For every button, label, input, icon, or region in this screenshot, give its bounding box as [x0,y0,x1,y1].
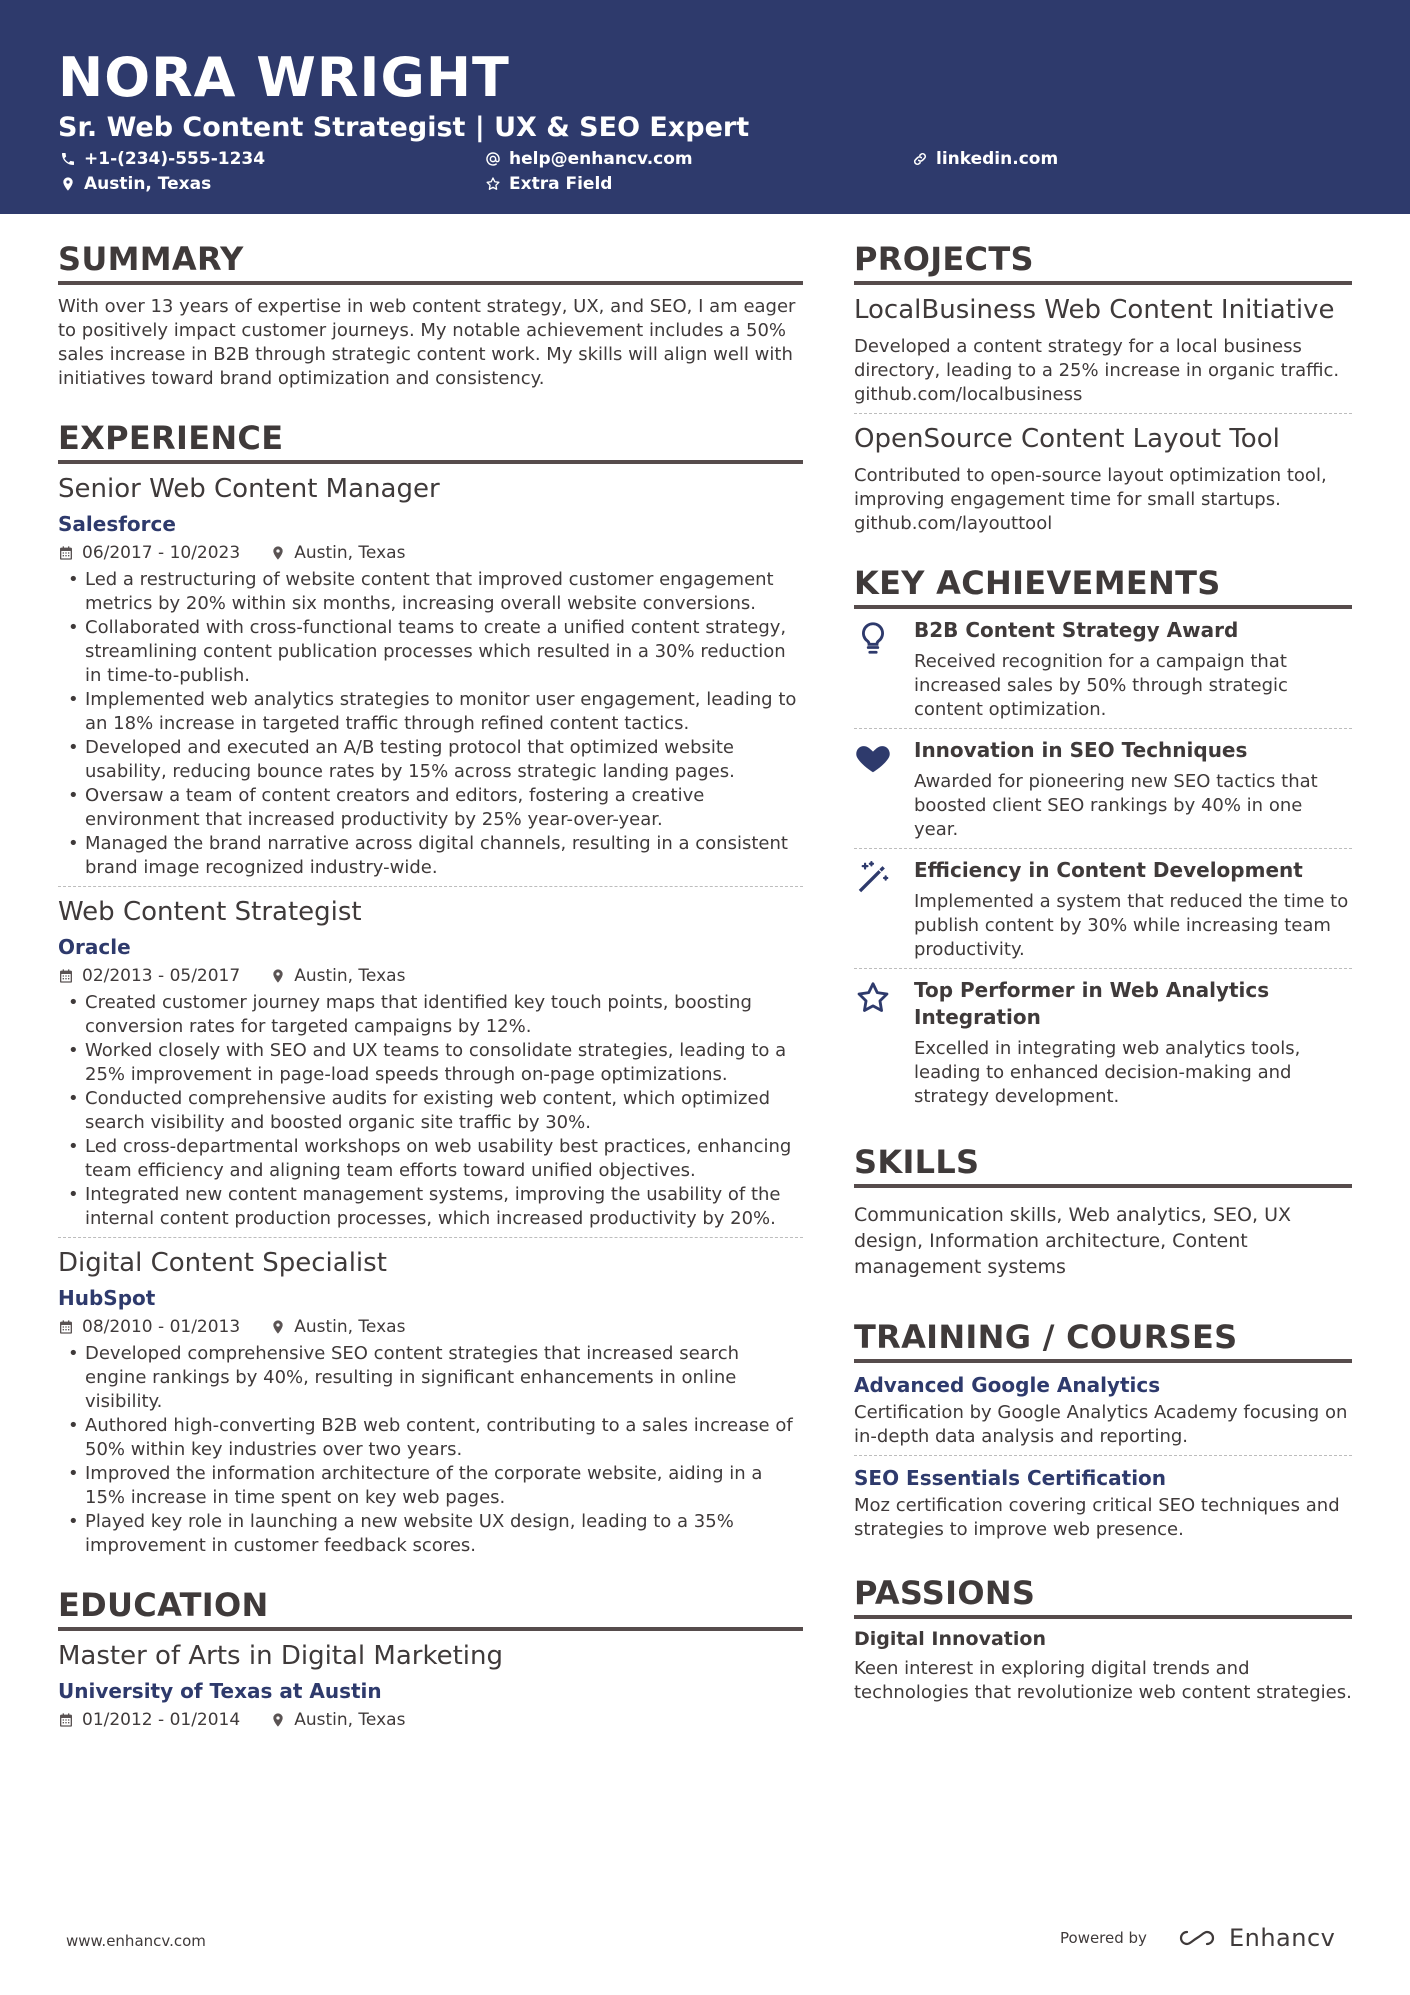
brand-name: Enhancv [1228,1924,1336,1952]
achievement-item [854,729,1352,849]
lightbulb-icon [854,619,892,657]
job-meta [58,1314,803,1340]
course-entry [854,1371,1352,1456]
calendar-icon [58,1319,74,1335]
footer-branding [1060,1924,1335,1952]
project-entry [854,422,1352,536]
contact-phone[interactable] [60,147,265,171]
job-dates: 06/2017 - 10/2023 [82,543,241,563]
job-bullet: • Worked closely with SEO and UX teams to consolidate strategies, leading to a 25% improvement in page-load speeds through on-page optimizations. [58,1039,803,1087]
course-desc: Certification by Google Analytics Academy focusing on in-depth data analysis and reporting. [854,1402,1348,1447]
experience-heading: EXPERIENCE [58,417,803,464]
education-meta [58,1707,803,1733]
education-entry [58,1639,803,1733]
education-location [270,1707,405,1733]
training-heading: TRAINING / COURSES [854,1316,1352,1363]
achievement-icon-wrap [854,617,914,722]
calendar-icon [58,1712,74,1728]
location-pin-icon [270,1319,286,1335]
job-location-text: Austin, Texas [294,1317,406,1337]
achievement-desc: Implemented a system that reduced the time to publish content by 30% while increasing team productivity. [914,891,1349,960]
achievements-heading: KEY ACHIEVEMENTS [854,562,1352,609]
project-entry [854,293,1352,414]
job-entry [58,472,803,887]
project-link[interactable]: github.com/localbusiness [854,384,1083,405]
job-bullet: • Managed the brand narrative across digital channels, resulting in a consistent brand image recognized industry-wide. [58,832,803,880]
passion-title: Digital Innovation [854,1628,1046,1650]
job-company: Salesforce [58,512,176,536]
education-school: University of Texas at Austin [58,1679,382,1703]
job-meta [58,540,803,566]
job-bullet: • Led cross-departmental workshops on web usability best practices, enhancing team efficiency and aligning team efforts toward unified objectives. [58,1135,803,1183]
passion-desc: Keen interest in exploring digital trends and technologies that revolutionize web content strategies. [854,1658,1352,1703]
education-dates: 01/2012 - 01/2014 [82,1710,241,1730]
achievement-item [854,609,1352,729]
achievement-icon-wrap [854,737,914,842]
job-location [270,1314,405,1340]
passions-heading: PASSIONS [854,1572,1352,1619]
job-location [270,963,405,989]
email-text: help@enhancv.com [509,149,693,169]
job-bullet: • Developed and executed an A/B testing protocol that optimized website usability, reducing bounce rates by 15% across strategic landing pages. [58,736,803,784]
project-desc-text: Developed a content strategy for a local business directory, leading to a 25% increase in organic traffic. [854,336,1340,381]
achievement-desc: Received recognition for a campaign that increased sales by 50% through strategic content optimization. [914,651,1288,720]
course-entry [854,1464,1352,1542]
job-company: HubSpot [58,1286,156,1310]
project-link[interactable]: github.com/layouttool [854,513,1053,534]
job-entry [58,895,803,1238]
job-meta [58,963,803,989]
job-location-text: Austin, Texas [294,966,406,986]
job-dates: 02/2013 - 05/2017 [82,966,241,986]
achievement-title: Efficiency in Content Development [914,858,1303,882]
project-title: OpenSource Content Layout Tool [854,424,1280,454]
calendar-icon [58,545,74,561]
contact-extra [485,172,612,196]
achievement-item [854,849,1352,969]
project-desc [854,464,1352,536]
job-location-text: Austin, Texas [294,543,406,563]
project-desc-text: Contributed to open-source layout optimization tool, improving engagement time for small startups. [854,465,1327,510]
contact-email[interactable] [485,147,693,171]
heart-icon [854,739,892,777]
project-desc [854,335,1352,407]
job-location [270,540,405,566]
job-bullet: • Conducted comprehensive audits for existing web content, which optimized search visibility and boosted organic site traffic by 30%. [58,1087,803,1135]
skills-heading: SKILLS [854,1141,1352,1188]
job-entry [58,1246,803,1558]
at-icon [485,151,501,167]
achievement-icon-wrap [854,977,914,1109]
achievement-desc: Excelled in integrating web analytics tools, leading to enhanced decision-making and strategy development. [914,1038,1301,1107]
project-title: LocalBusiness Web Content Initiative [854,295,1335,325]
location-pin-icon [270,1712,286,1728]
job-bullet: • Led a restructuring of website content that improved customer engagement metrics by 20% within six months, increasing overall website conversions. [58,568,803,616]
job-dates: 08/2010 - 01/2013 [82,1317,241,1337]
education-degree: Master of Arts in Digital Marketing [58,1641,503,1671]
star-icon [854,979,892,1017]
job-bullet: • Created customer journey maps that identified key touch points, boosting conversion rates for targeted campaigns by 12%. [58,991,803,1039]
job-role: Digital Content Specialist [58,1248,387,1278]
location-pin-icon [270,968,286,984]
contact-location [60,172,211,196]
job-bullet: • Improved the information architecture of the corporate website, aiding in a 15% increase in time spent on key web pages. [58,1462,803,1510]
summary-heading: SUMMARY [58,238,803,285]
job-bullets [58,1342,803,1558]
left-column [58,238,803,1733]
enhancv-logo-icon [1173,1926,1221,1950]
projects-heading: PROJECTS [854,238,1352,285]
link-icon [912,151,928,167]
achievement-icon-wrap [854,857,914,962]
course-desc: Moz certification covering critical SEO techniques and strategies to improve web presence. [854,1495,1340,1540]
education-heading: EDUCATION [58,1584,803,1631]
website-text: linkedin.com [936,149,1059,169]
job-bullet: • Played key role in launching a new website UX design, leading to a 35% improvement in customer feedback scores. [58,1510,803,1558]
achievement-title: Top Performer in Web Analytics Integration [914,978,1270,1029]
magic-wand-icon [854,859,892,897]
achievement-title: Innovation in SEO Techniques [914,738,1248,762]
course-title: Advanced Google Analytics [854,1373,1161,1397]
job-bullet: • Implemented web analytics strategies to monitor user engagement, leading to an 18% increase in targeted traffic through refined content tactics. [58,688,803,736]
phone-icon [60,151,76,167]
job-bullets [58,568,803,880]
achievement-title: B2B Content Strategy Award [914,618,1239,642]
job-company: Oracle [58,935,131,959]
contact-website[interactable] [912,147,1058,171]
calendar-icon [58,968,74,984]
job-bullet: • Authored high-converting B2B web content, contributing to a sales increase of 50% within key industries over two years. [58,1414,803,1462]
job-bullets [58,991,803,1231]
candidate-title: Sr. Web Content Strategist | UX & SEO Expert [58,112,750,143]
course-title: SEO Essentials Certification [854,1466,1167,1490]
job-bullet: • Oversaw a team of content creators and editors, fostering a creative environment that increased productivity by 25% year-over-year. [58,784,803,832]
footer-website[interactable]: www.enhancv.com [66,1932,206,1950]
phone-text: +1-(234)-555-1234 [84,149,266,169]
skills-text: Communication skills, Web analytics, SEO, UX design, Information architecture, Content management systems [854,1204,1291,1278]
star-outline-icon [485,176,501,192]
summary-text: With over 13 years of expertise in web content strategy, UX, and SEO, I am eager to positively impact customer journeys. My notable achievement includes a 50% sales increase in B2B through strategic content work. My skills will align well with initiatives toward brand optimization and consistency. [58,296,796,389]
candidate-name: NORA WRIGHT [58,46,510,109]
job-role: Web Content Strategist [58,897,362,927]
location-pin-icon [60,176,76,192]
job-bullet: • Collaborated with cross-functional teams to create a unified content strategy, streamlining content publication processes which resulted in a 30% reduction in time-to-publish. [58,616,803,688]
achievement-item [854,969,1352,1115]
education-location-text: Austin, Texas [294,1710,406,1730]
resume-header [0,0,1410,214]
achievement-desc: Awarded for pioneering new SEO tactics that boosted client SEO rankings by 40% in one year. [914,771,1318,840]
job-bullet: • Integrated new content management systems, improving the usability of the internal content production processes, which increased productivity by 20%. [58,1183,803,1231]
extra-text: Extra Field [509,174,613,194]
right-column [854,238,1352,1705]
location-text: Austin, Texas [84,174,212,194]
powered-by-text: Powered by [1060,1929,1147,1947]
job-role: Senior Web Content Manager [58,474,440,504]
location-pin-icon [270,545,286,561]
job-bullet: • Developed comprehensive SEO content strategies that increased search engine rankings by 40%, resulting in significant enhancements in online visibility. [58,1342,803,1414]
